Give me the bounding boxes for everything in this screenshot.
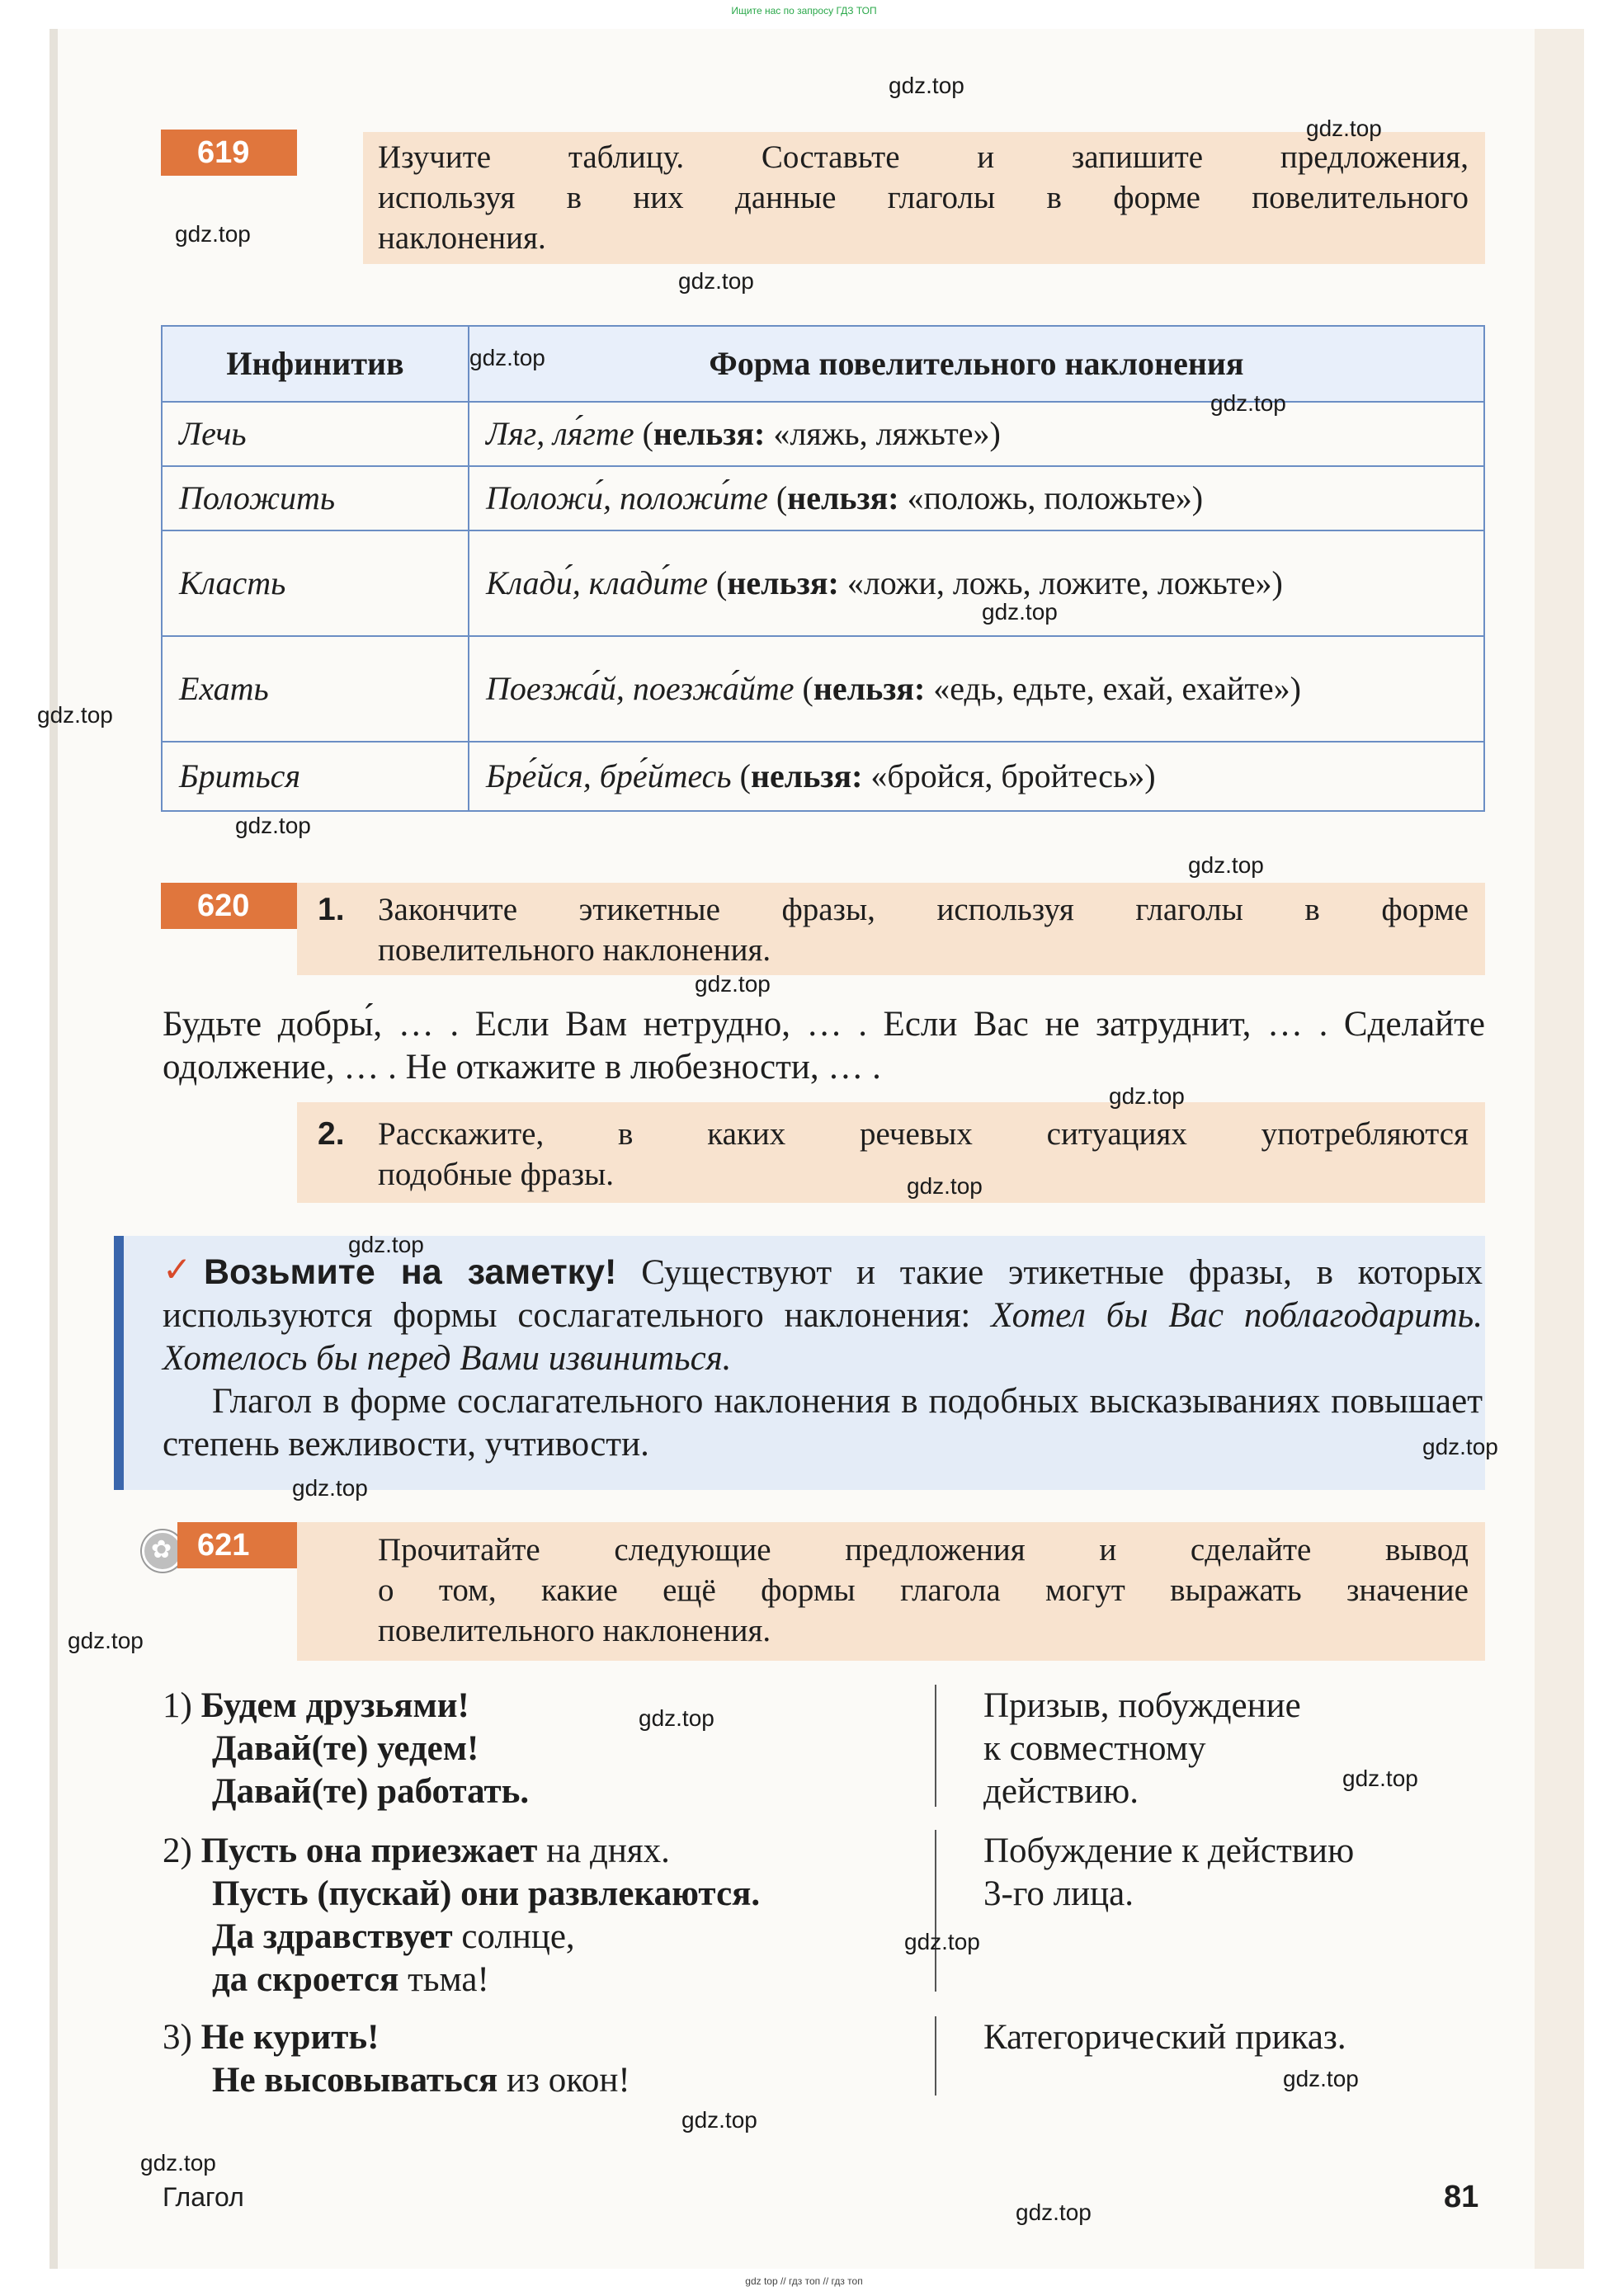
divider-line [935,2016,936,2096]
example-line [163,1830,922,1873]
etiquette-phrases: Будьте добры́, … . Если Вам нетрудно, … . Если Вас не затруднит, … . Сделайте одолжение, … . Не откажите в любезности, … . [163,1005,1485,1087]
forbid-label: нельзя: [653,415,766,452]
task-619-line: наклонения. [378,220,546,256]
task-621-line: о том, какие ещё формы глагола могут выражать значение [378,1572,1469,1608]
watermark: gdz.top [68,1628,144,1653]
example-line [163,1959,922,2001]
page-number: 81 [1444,2180,1479,2214]
meaning-line: Призыв, побуждение [983,1686,1301,1725]
watermark: gdz.top [1306,116,1382,141]
watermark: gdz.top [175,221,251,247]
watermark: gdz.top [37,702,113,728]
example-text: из окон! [497,2061,630,2100]
watermark: gdz.top [889,73,964,98]
example-verb: да скроется [212,1960,399,1999]
note-text [163,1251,1483,1466]
imperative-forms: Бре́йся, бре́йтесь [486,757,732,794]
watermark: gdz.top [235,813,311,838]
meaning-line: к совместному [983,1729,1206,1768]
forbidden-forms: «ляжь, ляжьте») [773,415,1001,452]
task-number-621: 621 [177,1522,297,1568]
task-619-line: используя в них данные глаголы в форме повелительного [378,180,1469,215]
example-text: солнце, [452,1917,575,1956]
example-line: Давай(те) уедем! [212,1729,479,1768]
watermark: gdz.top [348,1232,424,1257]
example-line [163,1916,922,1959]
page-spine [50,29,58,2269]
table-row [162,636,1484,742]
meaning-line: Побуждение к действию [983,1832,1355,1870]
checkmark-icon: ✓ [163,1249,192,1289]
task-620-part-1-text [378,889,1469,970]
forbid-label: нельзя: [750,757,863,794]
watermark: gdz.top [681,2107,757,2133]
table-cell-infinitive: Класть [162,530,469,636]
example-group-2 [163,1830,922,2001]
watermark: gdz.top [1422,1434,1498,1459]
imperative-forms: Положи́, положи́те [486,479,768,516]
forbid-label: нельзя: [787,479,899,516]
table-cell-infinitive: Бриться [162,742,469,811]
example-line [163,2016,922,2059]
example-text: Пусть она [200,1832,371,1870]
table-cell-forms: Ляг, ля́гте (нельзя: «ляжь, ляжьте») [469,402,1484,466]
example-text: тьма! [398,1960,489,1999]
watermark: gdz.top [907,1173,983,1199]
task-621-line: Прочитайте следующие предложения и сделайте вывод [378,1532,1469,1568]
column-header-imperative: Форма повелительного наклонения [469,326,1484,402]
forbidden-forms: «бройся, бройтесь») [870,757,1156,794]
task-621-text [378,1530,1469,1651]
note-text-2: Глагол в форме сослагательного наклонения в подобных высказываниях повышает степень вежливости, учтивости. [163,1382,1483,1464]
column-header-infinitive: Инфинитив [162,326,469,402]
watermark: gdz.top [1342,1766,1418,1791]
table-cell-infinitive: Положить [162,466,469,530]
meaning-line: Категорический приказ. [983,2018,1346,2057]
page-edge [1535,29,1584,2269]
task-620-part-2-number: 2. [318,1116,345,1152]
watermark: gdz.top [904,1929,980,1954]
example-number: 1) [163,1686,192,1725]
example-meaning-1 [983,1685,1478,1813]
example-line: Давай(те) работать. [212,1772,530,1811]
watermark: gdz.top [1109,1083,1185,1109]
example-group-1 [163,1685,922,1813]
table-cell-forms: Положи́, положи́те (нельзя: «положь, положьте») [469,466,1484,530]
watermark: gdz.top [140,2150,216,2176]
task-620-part-1-number: 1. [318,892,345,927]
table-row [162,530,1484,636]
note-accent-bar [114,1236,124,1490]
task-620-line: повелительного наклонения. [378,932,771,968]
example-number: 2) [163,1832,192,1870]
table-cell-infinitive: Лечь [162,402,469,466]
example-text: Будем друзьями! [200,1686,469,1725]
meaning-line: действию. [983,1772,1139,1811]
note-text-1: Существуют и такие этикетные фразы, в которых используются формы сослагательного наклонения: [163,1253,1483,1335]
forbidden-forms: «положь, положьте») [907,479,1204,516]
watermark: gdz.top [292,1475,368,1501]
example-number: 3) [163,2018,192,2057]
example-line [163,1685,922,1728]
task-620-line: Расскажите, в каких речевых ситуациях употребляются [378,1116,1469,1152]
example-text: на днях. [537,1832,670,1870]
task-620-line: подобные фразы. [378,1157,615,1192]
watermark: gdz.top [639,1705,714,1731]
imperative-forms: Клади́, клади́те [486,564,709,601]
divider-line [935,1830,936,1992]
table-cell-forms: Бре́йся, бре́йтесь (нельзя: «бройся, бройтесь») [469,742,1484,811]
imperative-table [161,325,1485,812]
example-line [163,2059,922,2102]
table-cell-forms: Поезжа́й, поезжа́йте (нельзя: «едь, едьте, ехай, ехайте») [469,636,1484,742]
forbid-label: нельзя: [727,564,839,601]
task-619-text [378,137,1469,258]
task-620-line: Закончите этикетные фразы, используя глаголы в форме [378,892,1469,927]
watermark: gdz.top [695,971,771,997]
table-cell-infinitive: Ехать [162,636,469,742]
example-verb: Не высовываться [212,2061,498,2100]
example-line: Пусть (пускай) они развлекаются. [212,1874,761,1913]
example-meaning-2 [983,1830,1478,1916]
forbidden-forms: «ложи, ложь, ложите, ложьте») [846,564,1283,601]
example-verb: приезжает [370,1832,538,1870]
note-heading: Возьмите на заметку! [204,1252,617,1292]
watermark: gdz.top [469,345,545,370]
watermark: gdz.top [1210,390,1286,416]
watermark: gdz.top [1016,2199,1092,2225]
note-examples: Хотел бы Вас поблагодарить. Хотелось бы перед Вами извиниться. [163,1296,1483,1378]
bottom-note: gdz top // гдз топ // гдз топ [745,2275,863,2287]
section-name: Глагол [163,2182,244,2212]
forbid-label: нельзя: [813,670,926,707]
imperative-forms: Поезжа́й, поезжа́йте [486,670,795,707]
watermark: gdz.top [1188,852,1264,878]
top-note: Ищите нас по запросу ГДЗ ТОП [731,5,877,17]
divider-line [935,1685,936,1807]
table-row [162,742,1484,811]
watermark: gdz.top [982,599,1058,625]
example-verb: Да здравствует [212,1917,453,1956]
watermark: gdz.top [678,268,754,294]
task-number-620: 620 [161,883,297,929]
watermark: gdz.top [1283,2066,1359,2091]
table-row [162,466,1484,530]
example-text: Не курить! [200,2018,380,2057]
example-group-3 [163,2016,922,2102]
forbidden-forms: «едь, едьте, ехай, ехайте») [933,670,1301,707]
table-cell-forms: Клади́, клади́те (нельзя: «ложи, ложь, ложите, ложьте») [469,530,1484,636]
meaning-line: 3-го лица. [983,1874,1134,1913]
example-meaning-3 [983,2016,1478,2059]
task-621-line: повелительного наклонения. [378,1613,771,1648]
task-619-line: Изучите таблицу. Составьте и запишите предложения, [378,139,1469,175]
task-number-619: 619 [161,130,297,176]
imperative-forms: Ляг, ля́гте [486,415,634,452]
